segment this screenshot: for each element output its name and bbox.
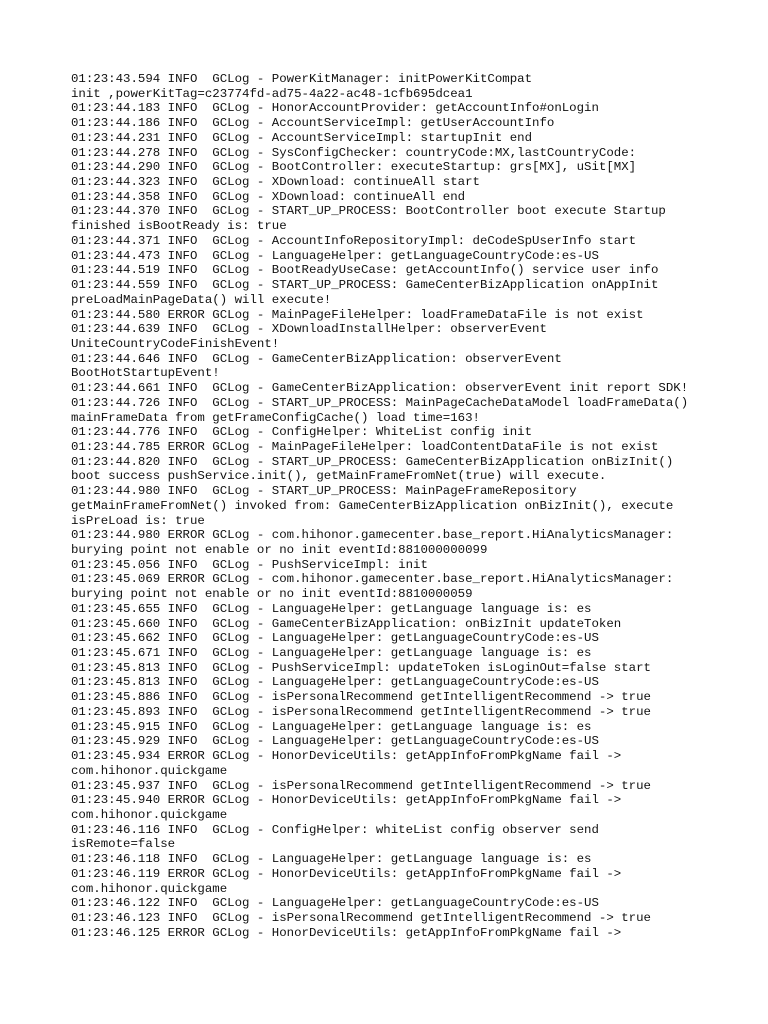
log-line: getMainFrameFromNet() invoked from: GameCenterBizApplication onBizInit(), execute	[71, 498, 674, 513]
log-line: boot success pushService.init(), getMainFrameFromNet(true) will execute.	[71, 469, 607, 484]
log-line: 01:23:44.559 INFO GCLog - START_UP_PROCESS: GameCenterBizApplication onAppInit	[71, 278, 659, 293]
log-line: 01:23:46.116 INFO GCLog - ConfigHelper: whiteList config observer send	[71, 822, 599, 837]
log-line: 01:23:46.122 INFO GCLog - LanguageHelper: getLanguageCountryCode:es-US	[71, 896, 599, 911]
log-line: 01:23:44.231 INFO GCLog - AccountServiceImpl: startupInit end	[71, 130, 533, 145]
log-line: mainFrameData from getFrameConfigCache() load time=163!	[71, 410, 480, 425]
log-line: 01:23:44.278 INFO GCLog - SysConfigChecker: countryCode:MX,lastCountryCode:	[71, 145, 637, 160]
log-line: isPreLoad is: true	[71, 513, 205, 528]
log-line: 01:23:45.671 INFO GCLog - LanguageHelper: getLanguage language is: es	[71, 646, 592, 661]
log-line: 01:23:44.186 INFO GCLog - AccountServiceImpl: getUserAccountInfo	[71, 116, 555, 131]
log-line: 01:23:45.915 INFO GCLog - LanguageHelper: getLanguage language is: es	[71, 719, 592, 734]
log-line: 01:23:44.370 INFO GCLog - START_UP_PROCESS: BootController boot execute Startup	[71, 204, 666, 219]
log-line: preLoadMainPageData() will execute!	[71, 292, 332, 307]
log-line: 01:23:44.473 INFO GCLog - LanguageHelper: getLanguageCountryCode:es-US	[71, 248, 599, 263]
log-line: burying point not enable or no init eventId:881000000099	[71, 543, 488, 557]
log-line: 01:23:44.519 INFO GCLog - BootReadyUseCase: getAccountInfo() service user info	[71, 263, 659, 278]
log-line: 01:23:45.056 INFO GCLog - PushServiceImpl: init	[71, 557, 428, 572]
log-line: 01:23:44.820 INFO GCLog - START_UP_PROCESS: GameCenterBizApplication onBizInit()	[71, 454, 674, 469]
log-line: 01:23:44.661 INFO GCLog - GameCenterBizApplication: observerEvent init report SDK!	[71, 381, 689, 396]
log-line: 01:23:45.069 ERROR GCLog - com.hihonor.gamecenter.base_report.HiAnalyticsManager:	[71, 572, 674, 587]
log-line: 01:23:44.980 INFO GCLog - START_UP_PROCESS: MainPageFrameRepository	[71, 484, 577, 499]
log-line: 01:23:46.118 INFO GCLog - LanguageHelper: getLanguage language is: es	[71, 852, 592, 867]
log-line: 01:23:45.662 INFO GCLog - LanguageHelper: getLanguageCountryCode:es-US	[71, 631, 599, 646]
log-line: 01:23:44.183 INFO GCLog - HonorAccountProvider: getAccountInfo#onLogin	[71, 101, 599, 116]
log-line: 01:23:46.119 ERROR GCLog - HonorDeviceUtils: getAppInfoFromPkgName fail ->	[71, 866, 622, 881]
log-line: com.hihonor.quickgame	[71, 807, 228, 822]
log-line: 01:23:44.785 ERROR GCLog - MainPageFileHelper: loadContentDataFile is not exist	[71, 439, 659, 454]
log-line: 01:23:44.726 INFO GCLog - START_UP_PROCESS: MainPageCacheDataModel loadFrameData()	[71, 395, 689, 410]
log-line: 01:23:46.123 INFO GCLog - isPersonalRecommend getIntelligentRecommend -> true	[71, 910, 651, 925]
log-line: 01:23:45.929 INFO GCLog - LanguageHelper: getLanguageCountryCode:es-US	[71, 734, 599, 749]
log-line: finished isBootReady is: true	[71, 219, 287, 234]
log-line: 01:23:45.655 INFO GCLog - LanguageHelper: getLanguage language is: es	[71, 601, 592, 616]
log-line: 01:23:44.776 INFO GCLog - ConfigHelper: WhiteList config init	[71, 425, 533, 440]
log-line: init ,powerKitTag=c23774fd-ad75-4a22-ac48-1cfb695dcea1	[71, 86, 473, 101]
log-line: 01:23:45.940 ERROR GCLog - HonorDeviceUtils: getAppInfoFromPkgName fail ->	[71, 793, 622, 808]
log-line: UniteCountryCodeFinishEvent!	[71, 336, 280, 351]
log-line: isRemote=false	[71, 837, 176, 852]
log-line: burying point not enable or no init eventId:8810000059	[71, 587, 473, 602]
log-line: 01:23:46.125 ERROR GCLog - HonorDeviceUtils: getAppInfoFromPkgName fail ->	[71, 925, 622, 940]
log-line: 01:23:45.937 INFO GCLog - isPersonalRecommend getIntelligentRecommend -> true	[71, 778, 651, 793]
log-line: 01:23:44.580 ERROR GCLog - MainPageFileHelper: loadFrameDataFile is not exist	[71, 307, 644, 322]
log-line: 01:23:44.358 INFO GCLog - XDownload: continueAll end	[71, 189, 466, 204]
log-line: BootHotStartupEvent!	[71, 366, 220, 381]
log-line: 01:23:44.639 INFO GCLog - XDownloadInstallHelper: observerEvent	[71, 322, 547, 337]
log-line: 01:23:44.980 ERROR GCLog - com.hihonor.gamecenter.base_report.HiAnalyticsManager:	[71, 528, 674, 543]
log-line: 01:23:44.646 INFO GCLog - GameCenterBizApplication: observerEvent	[71, 351, 562, 366]
log-line: 01:23:45.813 INFO GCLog - PushServiceImpl: updateToken isLoginOut=false start	[71, 660, 651, 675]
log-line: 01:23:44.323 INFO GCLog - XDownload: continueAll start	[71, 175, 480, 190]
log-line: 01:23:45.934 ERROR GCLog - HonorDeviceUtils: getAppInfoFromPkgName fail ->	[71, 749, 622, 764]
log-line: 01:23:44.290 INFO GCLog - BootController: executeStartup: grs[MX], uSit[MX]	[71, 160, 637, 175]
log-lines	[71, 72, 731, 940]
log-line: com.hihonor.quickgame	[71, 763, 228, 778]
log-line: 01:23:43.594 INFO GCLog - PowerKitManager: initPowerKitCompat	[71, 72, 533, 86]
log-line: 01:23:45.893 INFO GCLog - isPersonalRecommend getIntelligentRecommend -> true	[71, 704, 651, 719]
log-line: com.hihonor.quickgame	[71, 881, 228, 896]
log-line: 01:23:45.813 INFO GCLog - LanguageHelper: getLanguageCountryCode:es-US	[71, 675, 599, 690]
log-line: 01:23:44.371 INFO GCLog - AccountInfoRepositoryImpl: deCodeSpUserInfo start	[71, 233, 637, 248]
log-document	[71, 72, 731, 940]
log-line: 01:23:45.660 INFO GCLog - GameCenterBizApplication: onBizInit updateToken	[71, 616, 622, 631]
log-line: 01:23:45.886 INFO GCLog - isPersonalRecommend getIntelligentRecommend -> true	[71, 690, 651, 705]
